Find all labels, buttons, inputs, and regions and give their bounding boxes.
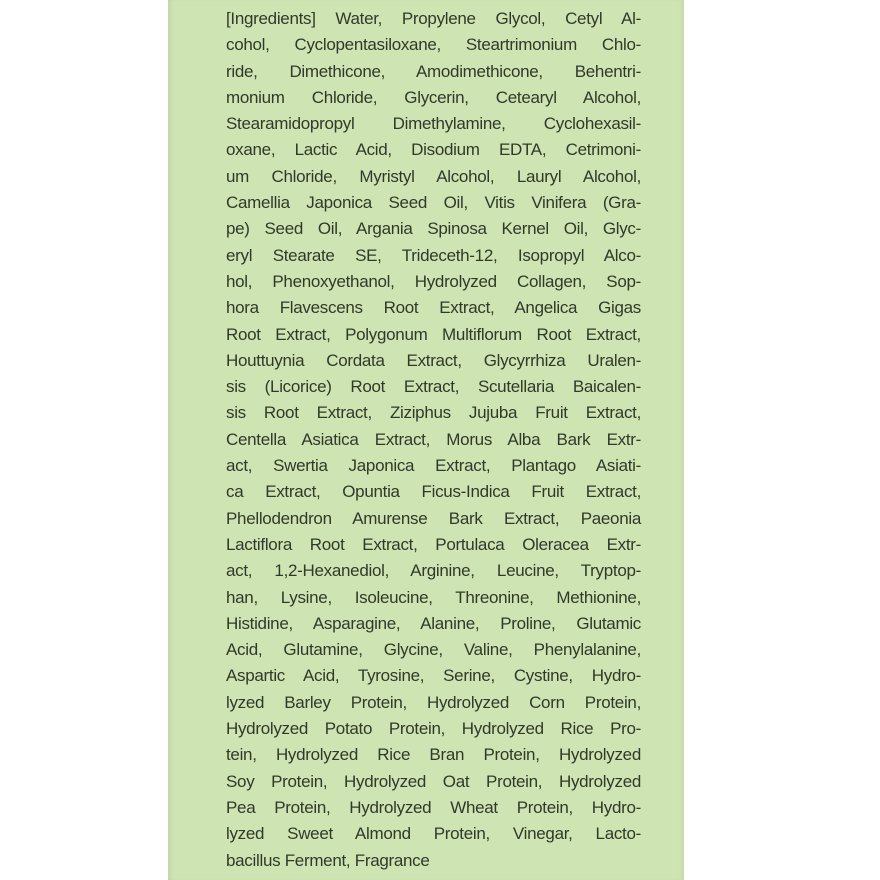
ingredient-line: bacillus Ferment, Fragrance bbox=[226, 850, 430, 870]
ingredient-line: ca Extract, Opuntia Ficus-Indica Fruit Extract, bbox=[226, 482, 641, 502]
ingredient-line: Centella Asiatica Extract, Morus Alba Bark Extr- bbox=[226, 429, 641, 449]
ingredient-line: pe) Seed Oil, Argania Spinosa Kernel Oil, Glyc- bbox=[226, 219, 641, 239]
ingredient-line: Root Extract, Polygonum Multiflorum Root Extract, bbox=[226, 324, 641, 344]
ingredients-list bbox=[226, 6, 641, 874]
ingredient-line: sis (Licorice) Root Extract, Scutellaria Baicalen- bbox=[226, 377, 641, 397]
ingredient-line: act, Swertia Japonica Extract, Plantago Asiati- bbox=[226, 456, 641, 476]
ingredient-line: eryl Stearate SE, Trideceth-12, Isopropyl Alco- bbox=[226, 245, 641, 265]
ingredient-line: Lactiflora Root Extract, Portulaca Oleracea Extr- bbox=[226, 534, 641, 554]
ingredient-line: Phellodendron Amurense Bark Extract, Paeonia bbox=[226, 508, 641, 528]
ingredient-line: Soy Protein, Hydrolyzed Oat Protein, Hydrolyzed bbox=[226, 771, 641, 791]
ingredient-line: Histidine, Asparagine, Alanine, Proline, Glutamic bbox=[226, 613, 641, 633]
ingredient-line: ride, Dimethicone, Amodimethicone, Behentri- bbox=[226, 61, 641, 81]
ingredient-line: monium Chloride, Glycerin, Cetearyl Alcohol, bbox=[226, 87, 641, 107]
ingredient-line: act, 1,2-Hexanediol, Arginine, Leucine, Tryptop- bbox=[226, 561, 641, 581]
ingredient-line: Stearamidopropyl Dimethylamine, Cyclohexasil- bbox=[226, 114, 641, 134]
ingredient-line: Aspartic Acid, Tyrosine, Serine, Cystine, Hydro- bbox=[226, 666, 641, 686]
ingredient-line: [Ingredients] Water, Propylene Glycol, Cetyl Al- bbox=[226, 9, 641, 28]
ingredient-line: hol, Phenoxyethanol, Hydrolyzed Collagen, Sop- bbox=[226, 271, 641, 291]
ingredient-line: oxane, Lactic Acid, Disodium EDTA, Cetrimoni- bbox=[226, 140, 641, 160]
ingredient-line: han, Lysine, Isoleucine, Threonine, Methionine, bbox=[226, 587, 641, 607]
ingredient-line: Acid, Glutamine, Glycine, Valine, Phenylalanine, bbox=[226, 640, 641, 660]
ingredient-line: Pea Protein, Hydrolyzed Wheat Protein, Hydro- bbox=[226, 797, 641, 817]
ingredient-line: cohol, Cyclopentasiloxane, Steartrimonium Chlo- bbox=[226, 35, 641, 55]
ingredient-line: tein, Hydrolyzed Rice Bran Protein, Hydrolyzed bbox=[226, 745, 641, 765]
ingredient-line: lyzed Sweet Almond Protein, Vinegar, Lacto- bbox=[226, 824, 641, 844]
ingredient-line: Camellia Japonica Seed Oil, Vitis Vinifera (Gra- bbox=[226, 193, 641, 213]
ingredient-line: Hydrolyzed Potato Protein, Hydrolyzed Rice Pro- bbox=[226, 719, 641, 739]
ingredient-line: sis Root Extract, Ziziphus Jujuba Fruit Extract, bbox=[226, 403, 641, 423]
ingredient-line: hora Flavescens Root Extract, Angelica Gigas bbox=[226, 298, 641, 318]
ingredient-line: um Chloride, Myristyl Alcohol, Lauryl Alcohol, bbox=[226, 166, 641, 186]
ingredient-line: Houttuynia Cordata Extract, Glycyrrhiza Uralen- bbox=[226, 350, 641, 370]
ingredient-line: lyzed Barley Protein, Hydrolyzed Corn Protein, bbox=[226, 692, 641, 712]
